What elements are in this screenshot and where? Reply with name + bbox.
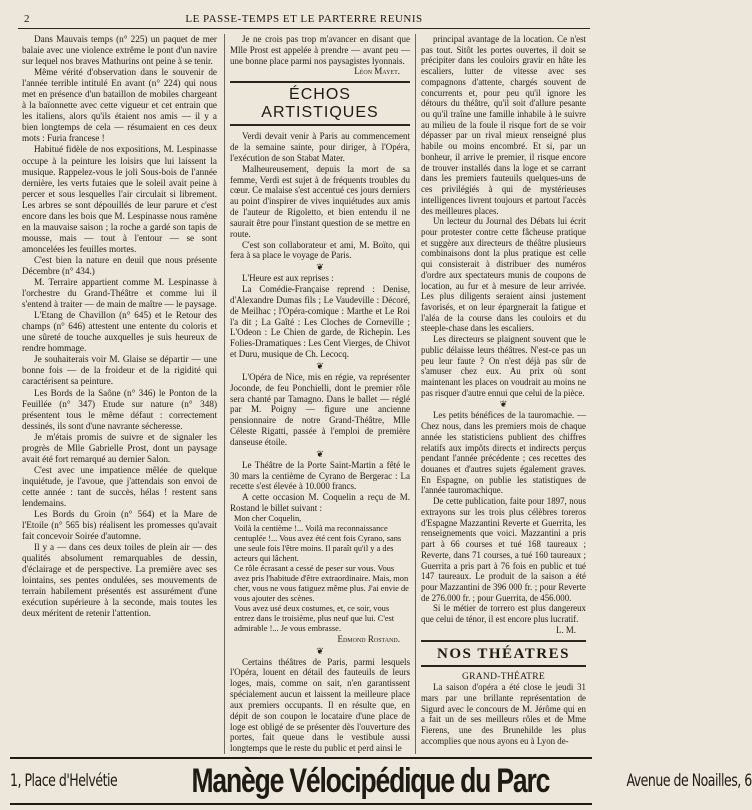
signature: L. M. [556,624,576,635]
letter-salutation: Mon cher Coquelin, [234,513,302,523]
signature: Léon Mayet. [354,66,400,77]
paragraph: Il y a — dans ces deux toiles de plein air — des qualités absolument remarquables de dessin, d'éclairage et de perspective. La première avec ses lointains, ses pentes ondulées, ses mouvements de terrain habilement présentés est assurément d'une exécution supérieure à la seconde, mais toutes les deux méritent de retenir l'attention. [22,542,217,619]
paragraph: Un lecteur du Journal des Débats lui écrit pour protester contre cette fâcheuse pratique et suggère aux directeurs de théâtre plusieurs combinaisons dont la plus pratique est celle qui consisterait à distribuer des numéros d'ordre aux spectateurs munis de coupons de location, au fur et à mesure de leur arrivée. Les plus diligents seraient ainsi justement favorisés, et on leur épargnerait la fatigue et l'aléa de la course dans les couloirs et du steeple-chase dans les escaliers. [421,216,586,334]
paragraph: L'Heure est aux reprises : [242,273,334,284]
header-rule [18,28,590,29]
paragraph: C'est bien la nature en deuil que nous présente Décembre (n° 434.) [22,254,217,276]
paragraph: Habitué fidèle de nos expositions, M. Lespinasse occupe à la peinture les loisirs que lui laissent la musique. Rappelez-vous le joli Sous-bois de l'année dernière, les verts futaies que le soleil avait peine à percer et sous lesquelles l'air circulait si librement. Les arbres se sont dépouillés de leur parure et c'est encore dans les bois que M. Lespinasse nous ramène en la mauvaise saison ; la roche a gardé son tapis de mousse, mais — tout à l'entour — se sont amoncelées les feuilles mortes. [22,144,217,254]
paragraph: Les directeurs se plaignent souvent que le public délaisse leurs théâtres. N'est-ce pas un peu leur faute ? On n'est déjà pas sûr de s'amuser chez eux. Au prix où sont maintenant les places on voudrait au moins ne pas risquer d'autre ennui que celui de la pièce. [421,334,586,398]
letter-paragraph: Vous avez usé deux costumes, et, ce soir, vous entrez dans le troisième, plus neuf que lui. C'est admirable !... Je vous embrasse. [234,603,395,633]
subheading-grand-theatre: GRAND-THÉATRE [461,671,546,682]
paragraph: A cette occasion M. Coquelin a reçu de M. Rostand le billet suivant : [230,492,410,513]
paragraph: La Comédie-Française reprend : Denise, d'Alexandre Dumas fils ; Le Vaudeville : Décoré, de Meilhac ; l'Opéra-comique : Marthe et Le Roi l'a dit ; La Gaîté : Les Cloches de Corneville ; L'Odeon : Le Chien de garde, de Richepin. Les Folies-Dramatiques : Les Cent Vierges, de Chivot et Duru, musique de Ch. Lecocq. [230,284,410,360]
paragraph: Dans Mauvais temps (n° 225) un paquet de mer balaie avec une violence extrême le pont d'un navire sur lequel nos braves Mathurins ont peine à se tenir. [22,34,217,67]
column-right [421,34,586,756]
paragraph: Si le métier de torrero est plus dangereux que celui de ténor, il est encore plus lucratif. [421,603,586,625]
paragraph: Même vérité d'observation dans le souvenir de l'année terrible intitulé En avant (n° 224) qui nous met en présence d'un bataillon de mobiles chargeant à la baïonnette avec cette vigueur et cet entrain que les italiens, alors qu'ils étaient nos amis — il y a bien longtemps de cela — résumaient en ces deux mots : Furia francese ! [22,67,217,144]
page-header [18,10,590,28]
paragraph: De cette publication, faite pour 1897, nous extrayons sur les trois plus célèbres toreros d'Espagne Mazzantini Reverte et Guerrita, les renseignements que voici. Mazzantini a pris part à 66 courses et tué 168 taureaux ; Reverte, dans 71 courses, a tué 160 taureaux ; Guerrita a pris part à 76 fois en public et tué 147 taureaux. Le produit de la saison a été pour Mazzantini de 396 000 fr. ; pour Reverte de 276.000 fr. ; pour Guerrita, de 456.000. [421,496,586,603]
page-number: 2 [24,13,30,25]
letter-paragraph: Ce rôle écrasant a cessé de peser sur vous. Vous avez pris l'habitude d'être extraordinaire. Mais, mon cher, vous ne vous fatiguez même plus. J'ai envie de vous ajouter des scènes. [234,563,409,603]
advertisement-banner [10,757,752,805]
paragraph: M. Terraire appartient comme M. Lespinasse à l'orchestre du Grand-Théâtre et comme lui il s'entend à traiter — de main de maître — le paysage. [22,277,217,310]
paragraph: L'Etang de Chavillon (n° 645) et le Retour des champs (n° 646) attestent une entente du coloris et une sûreté de touche auxquelles je suis heureux de rendre hommage. [22,310,217,354]
section-heading-echos: ÉCHOS ARTISTIQUES [230,81,410,126]
section-heading-theatres: NOS THÉATRES [421,640,586,667]
ad-address-right: Avenue de Noailles, 6 [626,771,752,791]
paragraph: Malheureusement, depuis la mort de sa femme, Verdi est sujet à de fréquents troubles du cœur. Ce malaise s'est accentué ces jours derniers au point d'inspirer de vives inquiétudes aux amis de l'auteur de Rigoletto, et bien entendu il ne saurait être pour l'instant question de se mettre en route. [230,163,410,239]
letter-paragraph: Voilà la centième !... Voilà ma reconnaissance centuplée !... Vous avez été cent fois Cyrano, sans une seule fois l'être moins. Il paraît qu'il y a des acteurs qui lâchent. [234,523,402,563]
paragraph: Le Théâtre de la Porte Saint-Martin a fêté le 30 mars la centième de Cyrano de Bergerac : La recette s'est élevée à 10.000 francs. [230,459,410,492]
ad-address-left: 1, Place d'Helvétie [10,771,118,791]
paragraph: Je m'étais promis de suivre et de signaler les progrès de Mlle Gabrielle Prost, dont un paysage avait été fort remarqué au dernier Salon. [22,431,217,464]
fleuron-ornament: ❦ [499,399,508,410]
fleuron-ornament: ❦ [316,262,324,273]
column-divider [415,34,416,754]
journal-title: LE PASSE-TEMPS ET LE PARTERRE REUNIS [185,13,423,25]
paragraph: La saison d'opéra a été close le jeudi 31 mars par une brillante représentation de Sigurd avec le concours de M. Jérôme qui en a fait un de ses meilleurs rôles et de Mme Fierens, une des Brunehilde les plus accomplies que nous ayons eu à Lyon de- [421,682,586,746]
paragraph: C'est avec une impatience mêlée de quelque inquiétude, je l'avoue, que j'attendais son envoi de cette année : tant de succès, hélas ! restent sans lendemains. [22,464,217,508]
fleuron-ornament: ❦ [316,645,324,656]
fleuron-ornament: ❦ [316,360,324,371]
paragraph: Les petits bénéfices de la tauromachie. — Chez nous, dans les premiers mois de chaque année les statisticiens publient des chiffres relatifs aux impôts directs et indirects perçus pendant l'année précédente ; ces recettes des douanes et d'autres sujets également graves. En Espagne, on publie les statistiques de l'année tauromachique. [421,410,586,496]
paragraph: Les Bords de la Saône (n° 346) le Ponton de la Feuillée (n° 347) Etude sur nature (n° 348) présentent tous le même défaut : correctement dessinés, ils sont d'une navrante sécheresse. [22,387,217,431]
paragraph: Je souhaiterais voir M. Glaise se départir — une bonne fois — de la froideur et de la rigidité qui caractérisent sa peinture. [22,354,217,387]
column-middle [230,34,410,756]
paragraph: C'est son collaborateur et ami, M. Boïto, qui fera à sa place le voyage de Paris. [230,239,410,261]
ad-business-name: Manège Vélocipédique du Parc [191,762,549,800]
fleuron-ornament: ❦ [316,448,324,459]
letter-signature: Edmond Rostand. [337,633,400,644]
paragraph: Je ne crois pas trop m'avancer en disant que Mlle Prost est appelée à prendre — avant peu — une bonne place parmi nos paysagistes lyonnais. [230,34,410,66]
column-left [22,34,217,756]
paragraph: principal avantage de la location. Ce n'est pas tout. Sitôt les portes ouvertes, il doit se précipiter dans les couloirs gravir en hâte les escaliers, lutter de vitesse avec ses compagnons d'attente, chargés souvent de concurrents et, pour peu qu'il ignore les détours du théâtre, qu'il soit d'allure pesante ou qu'il traîne une famille inhabile à le suivre au milieu de la foule il risque fort de se voir dépasser par un rival mieux renseigné plus habile ou moins encombré. Et si, par un bonheur, il arrive le premier, il risque encore de trouver installés dans la loge et se carrant dans les premiers fauteuils quelques-uns de ces privilégiés à qui de mystérieuses intelligences livrent toujours et partout l'accès des meilleures places. [421,34,586,216]
paragraph: Les Bords du Groin (n° 564) et la Mare de l'Etoile (n° 565 bis) réalisent les promesses qu'avait fait concevoir Soirée d'automne. [22,509,217,542]
paragraph: Certains théâtres de Paris, parmi lesquels l'Opéra, louent en détail des fauteuils de leurs loges, mais, comme on sait, n'en garantissent spécialement aucun et laissent la meilleure place aux premiers occupants. Il en résulte que, en dépit de son coupon le locataire d'une place de loge est obligé de se présenter dès l'ouverture des portes, fait queue dans le vestibule aussi longtemps que le reste du public et perd ainsi le [230,656,410,754]
paragraph: L'Opéra de Nice, mis en régie, va représenter Joconde, de feu Ponchielli, dont le premier rôle sera chanté par Tamagno. Dans le ballet — réglé par M. Poigny — figure une ancienne pensionnaire de notre Grand-Théâtre, Mlle Céleste Rigatti, passée à l'emploi de première danseuse étoile. [230,371,410,447]
column-divider [224,34,225,754]
paragraph: Verdi devait venir à Paris au commencement de la semaine sainte, pour diriger, à l'Opéra, l'exécution de son Stabat Mater. [230,131,410,163]
